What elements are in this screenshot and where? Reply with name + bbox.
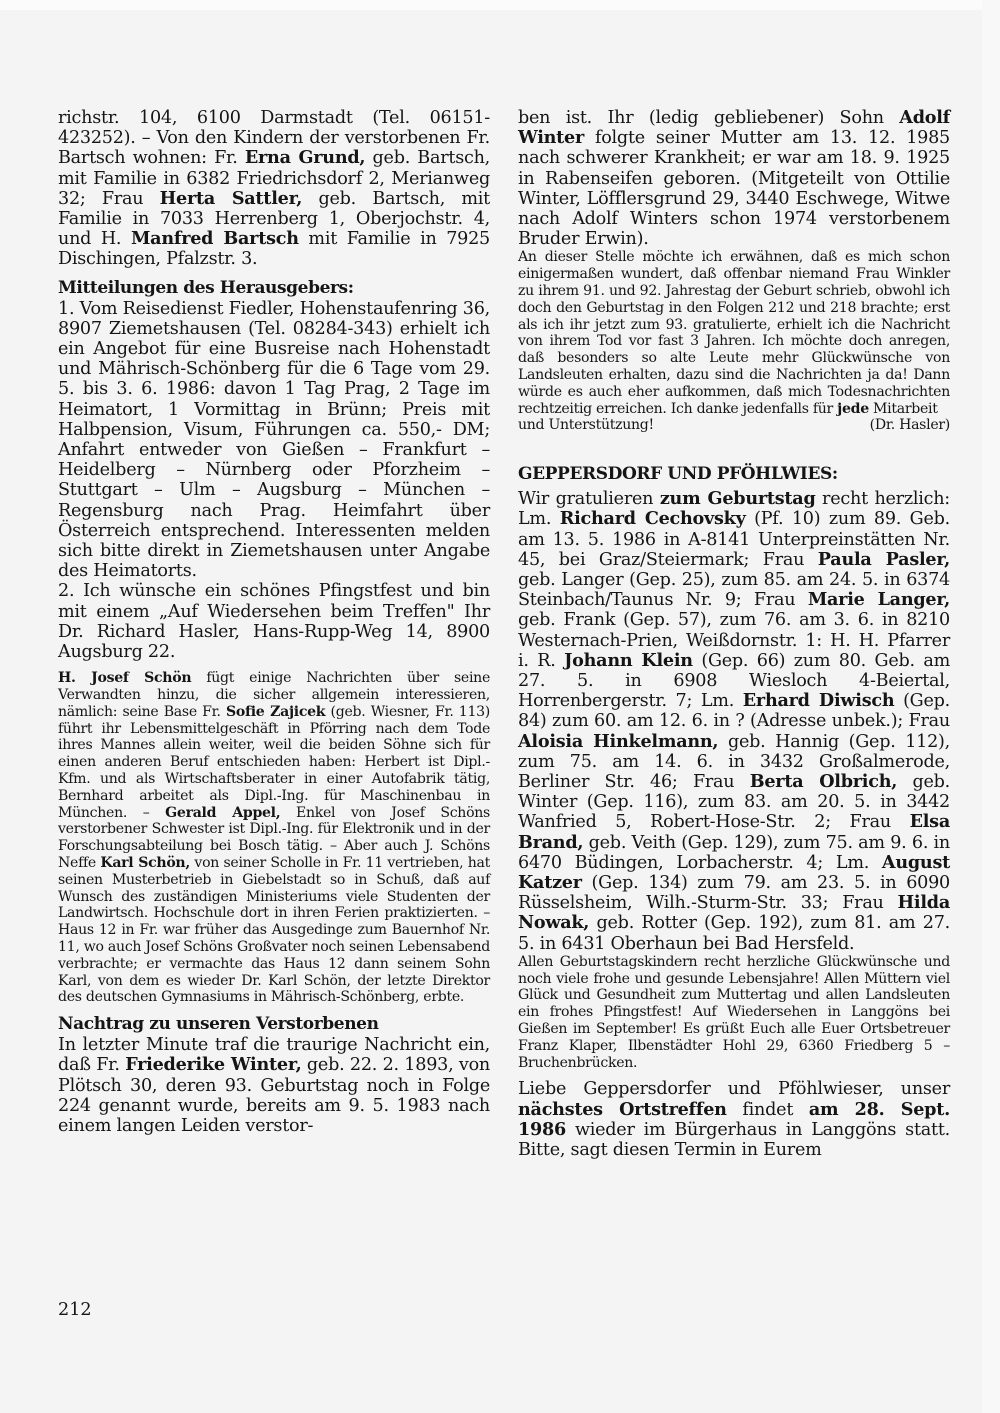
editor-signature: (Dr. Hasler) xyxy=(869,417,950,434)
heading-mitteilungen: Mitteilungen des Herausgebers: xyxy=(58,277,354,298)
bold-name: zum Geburtstag xyxy=(659,488,816,510)
bold-name: Herta Sattler, xyxy=(159,187,303,209)
bold-name: jede xyxy=(837,400,869,417)
bold-name: Erna Grund, xyxy=(244,147,366,169)
bold-name: Johann Klein xyxy=(564,649,693,671)
editor-note-closing xyxy=(518,417,950,434)
bold-name: Aloisia Hinkelmann, xyxy=(518,730,719,752)
editor-note-paragraph xyxy=(518,249,950,417)
greetings-paragraph: Allen Geburtstagskindern recht herzliche Glückwünsche und noch viele frohe und gesunde Lebensjahre! Allen Müttern viel Glück und Gesundheit zum Muttertag und allen Landsleuten ein frohes Pfingstfest! Auf Wiedersehen in Langgöns bei Gießen im September! Es grüßt Euch alle Euer Ortsbetreuer Franz Klaper, Ilbenstädter Hohl 29, 6360 Friedberg 5 – Bruchenbrücken. xyxy=(518,953,950,1071)
left-column xyxy=(58,108,490,1136)
bold-name: Berta Olbrich, xyxy=(749,771,898,793)
pfingstfest-paragraph: 2. Ich wünsche ein schönes Pfingstfest und bin mit einem „Auf Wiedersehen beim Treffen" Ihr Dr. Richard Hasler, Hans-Rupp-Weg 14, 8900 Augsburg 22. xyxy=(58,581,490,663)
winter-continuation-paragraph: ben ist. Ihr (ledig gebliebener) Sohn Adolf Winter folgte seiner Mutter am 13. 12. 1985 nach schwerer Krankheit; er war am 18. 9. 1925 in Rabenseifen geboren. (Mitgeteilt von Ottilie Winter, Löfflersgrund 29, 3440 Eschwege, Witwe nach Adolf Winters schon 1974 verstorbenem Bruder Erwin). xyxy=(518,107,950,250)
editor-note-body: An dieser Stelle möchte ich erwähnen, daß es mich schon einigermaßen wundert, daß offenbar niemand Frau Winkler zu ihrem 91. und 92. Jahrestag der Geburt schrieb, obwohl ich doch den Geburtstag in den Folgen 212 und 218 brachte; erst als ich ihr jetzt zum 93. gratulierte, erhielt ich die Nachricht von ihrem Tod vor fast 3 Jahren. Ich möchte doch anregen, daß besonders so alte Leute mehr Glückwünsche von Landsleuten erhalten, dazu sind die Nachrichten ja da! Dann würde es auch eher aufkommen, daß mich Todesnachrichten rechtzeitig erreichen. Ich danke jedenfalls für jede Mitarbeit xyxy=(518,249,950,417)
bold-name: Paula Pasler, xyxy=(817,548,950,570)
bold-name: Karl Schön, xyxy=(100,855,190,872)
bold-name: Richard Cechovsky xyxy=(559,508,746,530)
bold-name: am 28. Sept. 1986 xyxy=(518,1098,950,1140)
bold-name: Friederike Winter, xyxy=(125,1054,302,1076)
bold-name: Sofie Zajicek xyxy=(226,703,326,720)
page-number: 212 xyxy=(58,1300,92,1320)
bold-name: Adolf Winter xyxy=(518,107,950,149)
nachtrag-paragraph: In letzter Minute traf die traurige Nachricht ein, daß Fr. Friederike Winter, geb. 22. 2. 1893, von Plötsch 30, deren 93. Geburtstag noch in Folge 224 genannt wurde, bereits am 9. 5. 1983 nach einem langen Leiden verstor- xyxy=(58,1035,490,1137)
bold-name: Marie Langer, xyxy=(807,589,950,611)
bold-name: nächstes Ortstreffen xyxy=(518,1098,727,1120)
bartsch-family-paragraph: richstr. 104, 6100 Darmstadt (Tel. 06151-423252). – Von den Kindern der verstorbenen Fr. Bartsch wohnen: Fr. Erna Grund, geb. Bartsch, mit Familie in 6382 Friedrichsdorf 2, Merianweg 32; Frau Herta Sattler, geb. Bartsch, mit Familie in 7033 Herrenberg 1, Oberjochstr. 4, und H. Manfred Bartsch mit Familie in 7925 Dischingen, Pfalzstr. 3. xyxy=(58,108,491,270)
scan-edge-top xyxy=(0,0,982,10)
ortstreffen-paragraph: Liebe Geppersdorfer und Pföhlwieser, unser nächstes Ortstreffen findet am 28. Sept. 1986 wieder im Bürgerhaus in Langgöns statt. Bitte, sagt diesen Termin in Eurem xyxy=(518,1079,950,1161)
bold-name: August Katzer xyxy=(518,851,950,894)
scan-edge-right xyxy=(982,0,1000,1413)
right-column xyxy=(518,108,950,1160)
bold-name: Erhard Diwisch xyxy=(742,690,895,712)
editor-note-last-line: und Unterstützung! xyxy=(518,417,654,434)
schoen-news-paragraph: H. Josef Schön fügt einige Nachrichten über seine Verwandten hinzu, die sicher allgemein interessieren, nämlich: seine Base Fr. Sofie Zajicek (geb. Wiesner, Fr. 113) führt ihr Lebensmittelgeschäft in Pförring nach dem Tode ihres Mannes allein weiter, weil die beiden Söhne sich für einen anderen Beruf entschieden haben: Herbert ist Dipl.-Kfm. und als Wirtschaftsberater in einer Autofabrik tätig, Bernhard arbeitet als Dipl.-Ing. für Maschinenbau in München. – Gerald Appel, Enkel von Josef Schöns verstorbener Schwester ist Dipl.-Ing. für Elektronik und in der Forschungsabteilung bei Bosch tätig. – Aber auch J. Schöns Neffe Karl Schön, von seiner Scholle in Fr. 11 vertrieben, hat seinen Musterbetrieb in Giebelstadt so in Schuß, daß auf Wunsch des zuständigen Ministeriums viele Studenten der Landwirtsch. Hochschule dort in ihren Ferien praktizierten. – Haus 12 in Fr. war früher das Ausgedinge zum Bauernhof Nr. 11, wo auch Josef Schöns Großvater noch seinen Lebensabend verbrachte; er vermachte das Haus 12 dann seinem Sohn Karl, von dem es wieder Dr. Karl Schön, der letzte Direktor des deutschen Gymnasiums in Mährisch-Schönberg, erbte. xyxy=(58,670,491,1006)
birthday-list-paragraph: Wir gratulieren zum Geburtstag recht herzlich: Lm. Richard Cechovsky (Pf. 10) zum 89. Geb. am 13. 5. 1986 in A-8141 Unterpreinstätten Nr. 45, bei Graz/Steiermark; Frau Paula Pasler, geb. Langer (Gep. 25), zum 85. am 24. 5. in 6374 Steinbach/Taunus Nr. 9; Frau Marie Langer, geb. Frank (Gep. 57), zum 76. am 3. 6. in 8210 Westernach-Prien, Weißdornstr. 1: H. H. Pfarrer i. R. Johann Klein (Gep. 66) zum 80. Geb. am 27. 5. in 6908 Wiesloch 4-Beiertal, Horrenbergerstr. 7; Lm. Erhard Diwisch (Gep. 84) zum 60. am 12. 6. in ? (Adresse unbek.); Frau Aloisia Hinkelmann, geb. Hannig (Gep. 112), zum 75. am 14. 6. in 3432 Großalmerode, Berliner Str. 46; Frau Berta Olbrich, geb. Winter (Gep. 116), zum 83. am 20. 5. in 3442 Wanfried 5, Robert-Hose-Str. 2; Frau Elsa Brand, geb. Veith (Gep. 129), zum 75. am 9. 6. in 6470 Büdingen, Lorbacherstr. 4; Lm. August Katzer (Gep. 134) zum 79. am 23. 5. in 6090 Rüsselsheim, Wilh.-Sturm-Str. 33; Frau Hilda Nowak, geb. Rotter (Gep. 192), zum 81. am 27. 5. in 6431 Oberhaun bei Bad Hersfeld. xyxy=(518,488,951,954)
bold-name: Gerald Appel, xyxy=(165,804,281,821)
heading-nachtrag: Nachtrag zu unseren Verstorbenen xyxy=(58,1014,379,1035)
heading-geppersdorf: GEPPERSDORF UND PFÖHLWIES: xyxy=(518,464,838,485)
bold-name: Elsa Brand, xyxy=(518,811,950,853)
bold-name: Hilda Nowak, xyxy=(518,892,950,934)
bold-name: Manfred Bartsch xyxy=(130,228,299,250)
bold-name: H. Josef Schön xyxy=(58,670,192,687)
busreise-paragraph: 1. Vom Reisedienst Fiedler, Hohenstaufenring 36, 8907 Ziemetshausen (Tel. 08284-343) erhielt ich ein Angebot für eine Busreise nach Hohenstadt und Mährisch-Schönberg für die 6 Tage vom 29. 5. bis 3. 6. 1986: davon 1 Tag Prag, 2 Tage im Heimatort, 1 Vormittag in Brünn; Preis mit Halbpension, Visum, Führungen ca. 550,- DM; Anfahrt entweder von Gießen – Frankfurt – Heidelberg – Nürnberg oder Pforzheim – Stuttgart – Ulm – Augsburg – München – Regensburg nach Prag. Heimfahrt über Österreich entsprechend. Interessenten melden sich bitte direkt in Ziemetshausen unter Angabe des Heimatorts. xyxy=(58,298,490,582)
